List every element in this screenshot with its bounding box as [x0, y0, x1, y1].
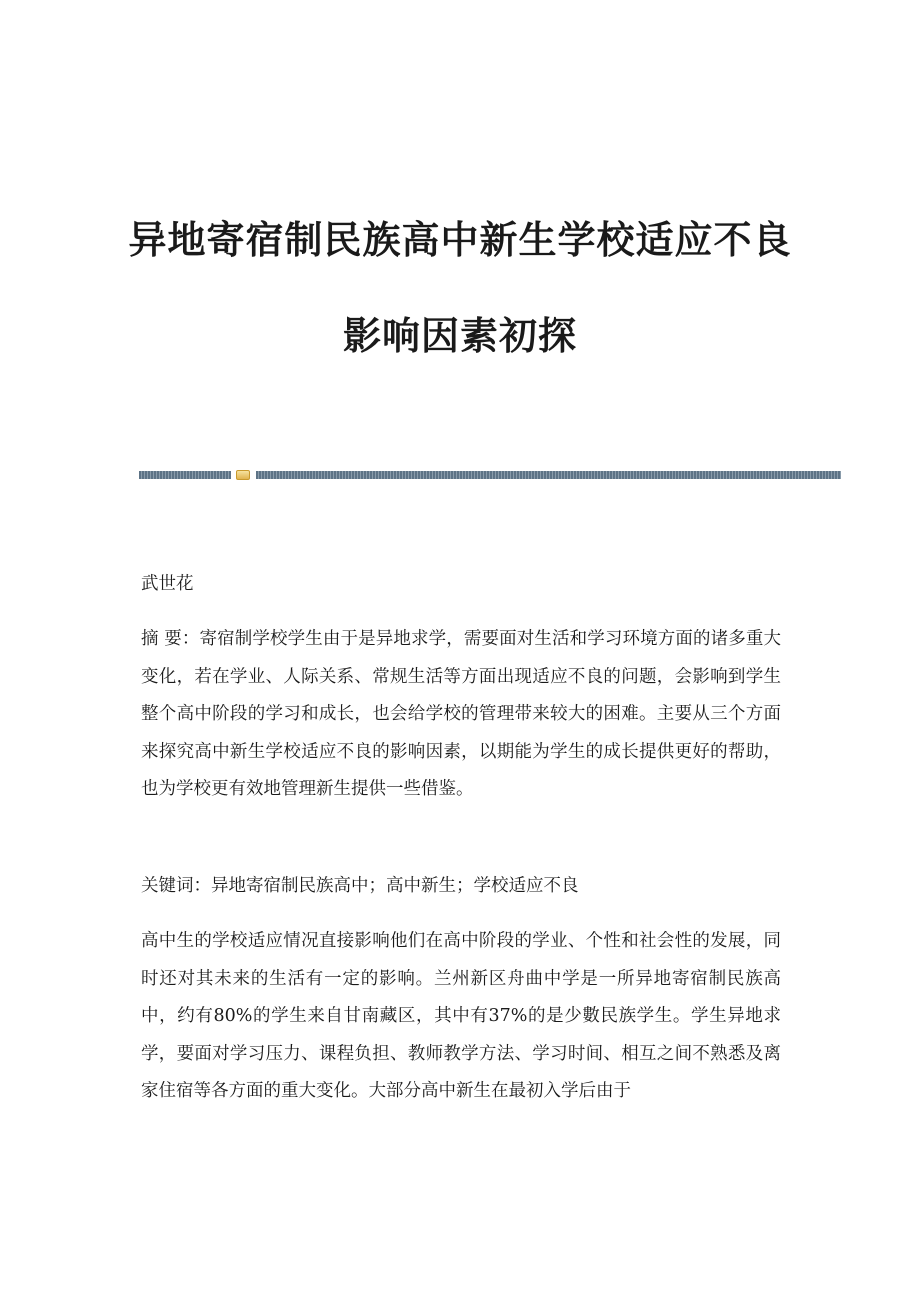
abstract-paragraph: 摘 要：寄宿制学校学生由于是异地求学，需要面对生活和学习环境方面的诸多重大变化，若在学业、人际关系、常规生活等方面出现适应不良的问题，会影响到学生整个高中阶段的学习和成长，也会给学校的管理带来较大的困难。主要从三个方面来探究高中新生学校适应不良的影响因素，以期能为学生的成长提供更好的帮助，也为学校更有效地管理新生提供一些借鉴。 — [141, 629, 781, 799]
body-paragraph: 高中生的学校适应情况直接影响他们在高中阶段的学业、个性和社会性的发展，同时还对其未来的生活有一定的影响。兰州新区舟曲中学是一所异地寄宿制民族高中，约有80%的学生来自甘南藏区，其中有37%的是少數民族学生。学生异地求学，要面对学习压力、课程负担、教师教学方法、学习时间、相互之间不熟悉及离家住宿等各方面的重大变化。大部分高中新生在最初入学后由于 — [141, 931, 781, 1101]
title-divider — [139, 470, 841, 480]
divider-ornament-icon — [236, 470, 250, 480]
divider-bar-left — [139, 471, 231, 479]
author-name: 武世花 — [141, 574, 194, 594]
title-line-2: 影响因素初探 — [342, 313, 577, 358]
keywords-line: 关键词：异地寄宿制民族高中；高中新生；学校适应不良 — [141, 876, 579, 896]
divider-bar-right — [256, 471, 841, 479]
title-line-1: 异地寄宿制民族高中新生学校适应不良 — [128, 217, 792, 262]
